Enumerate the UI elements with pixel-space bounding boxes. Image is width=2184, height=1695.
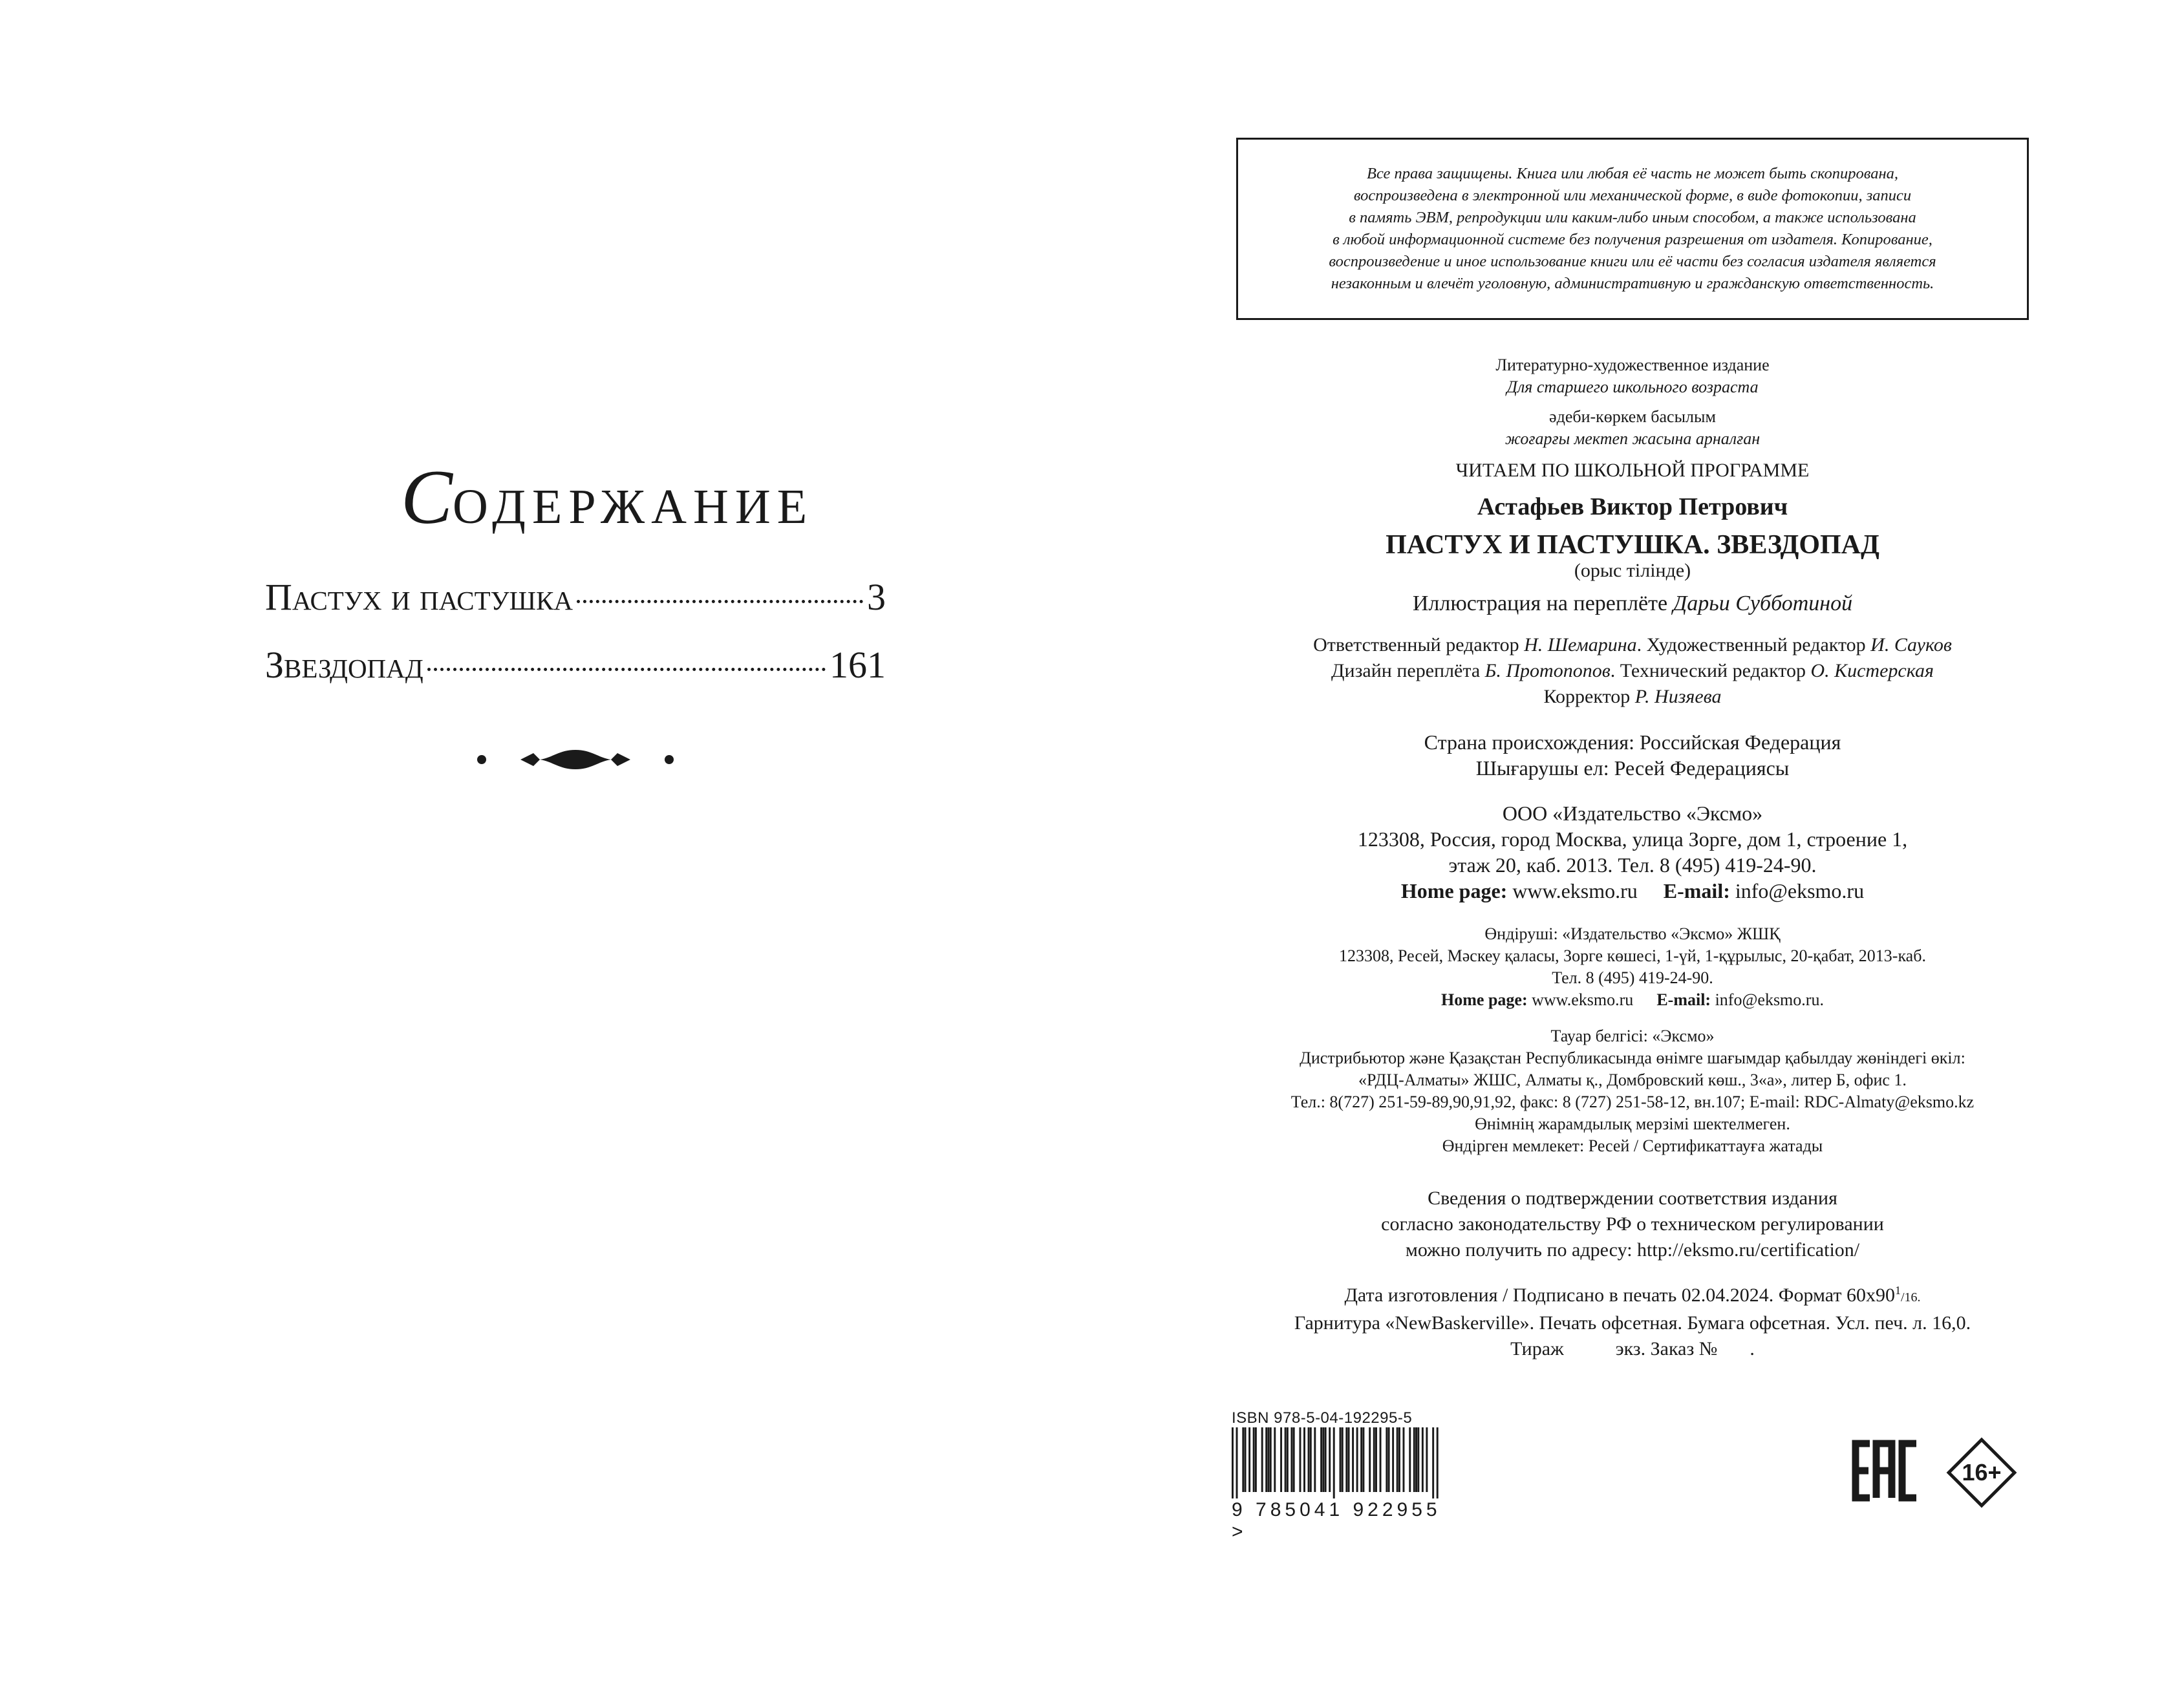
- trademark: Тауар белгісі: «Эксмо»: [1550, 1027, 1715, 1045]
- audience: Для старшего школьного возраста: [1506, 378, 1759, 396]
- distributor-line-5: Өндірген мемлекет: Ресей / Сертификаттауға жатады: [1442, 1136, 1823, 1155]
- rights-notice-text: Все права защищены. Книга или любая её часть не может быть скопирована, воспроизведена в электронной или механической форме, в виде фотокопии, записи в память ЭВМ, репродукции или каким-либо иным способом, а также использована в любой информационной системе без получения разрешения от издателя. Копирование, воспроизведение и иное использование книги или её части без согласия издателя является незаконным и влечёт уголовную, административную и гражданскую ответственность.: [1329, 165, 1936, 292]
- edition-type-kz: әдеби-көркем басылым: [1549, 407, 1716, 426]
- age-rating-icon: [1943, 1434, 2020, 1511]
- toc-entry-title: Пастух и пастушка: [265, 576, 573, 618]
- imprint-block: [1236, 354, 2029, 1362]
- homepage-link[interactable]: www.eksmo.ru: [1507, 879, 1638, 902]
- eac-mark-icon: [1849, 1438, 1920, 1503]
- barcode-bars: [1232, 1427, 1439, 1498]
- toc-heading: [401, 453, 813, 542]
- toc-heading-rest: ОДЕРЖАНИЕ: [453, 480, 814, 534]
- kz-producer: Өндіруші: «Издательство «Эксмо» ЖШҚ: [1484, 924, 1781, 943]
- tech-editor-label: . Технический редактор: [1610, 660, 1811, 681]
- proofreader-label: Корректор: [1543, 686, 1635, 707]
- email-link[interactable]: info@eksmo.ru: [1729, 879, 1865, 902]
- toc-heading-initial: С: [401, 454, 453, 540]
- kz-contacts: [1236, 989, 2029, 1011]
- kz-address: 123308, Ресей, Мәскеу қаласы, Зорге көшесі, 1-үй, 1-құрылыс, 20-қабат, 2013-каб.: [1339, 946, 1926, 965]
- language-note: (орыс тілінде): [1574, 560, 1691, 581]
- barcode-digits: 9 785041 922955 >: [1232, 1499, 1441, 1542]
- kz-email-label: E-mail:: [1656, 990, 1711, 1009]
- toc-dot-leader: [577, 600, 863, 603]
- editors-line-2: [1236, 658, 2029, 684]
- illustration-credit: [1236, 590, 2029, 618]
- cert-line-2: согласно законодательству РФ о техническом регулировании: [1381, 1213, 1884, 1235]
- country-origin-kz: Шығарушы ел: Ресей Федерациясы: [1475, 756, 1790, 780]
- country-origin: Страна происхождения: Российская Федерация: [1424, 730, 1841, 754]
- book-title: ПАСТУХ И ПАСТУШКА. ЗВЕЗДОПАД: [1386, 530, 1879, 560]
- order-number-label: экз. Заказ №: [1615, 1338, 1718, 1359]
- print-line-1: [1236, 1277, 2029, 1310]
- isbn-number: ISBN 978-5-04-192295-5: [1232, 1409, 1413, 1427]
- distributor-line-3: Тел.: 8(727) 251-59-89,90,91,92, факс: 8 (727) 251-58-12, вн.107; E-mail: RDC-Almaty@eksmo.kz: [1290, 1093, 1975, 1111]
- print-run-label: Тираж: [1510, 1338, 1564, 1359]
- ornament-divider: [475, 743, 676, 776]
- editors-line-3: [1236, 684, 2029, 710]
- resp-editor-name: Н. Шемарина: [1524, 634, 1637, 656]
- publisher-address-1: 123308, Россия, город Москва, улица Зорге, дом 1, строение 1,: [1357, 827, 1908, 851]
- print-line-3: [1236, 1336, 2029, 1362]
- distributor-line-4: Өнімнің жарамдылық мерзімі шектелмеген.: [1475, 1114, 1790, 1133]
- toc-entry-page: 3: [867, 576, 886, 618]
- publisher-name: ООО «Издательство «Эксмо»: [1502, 802, 1763, 825]
- illustrator-name: Дарьи Субботиной: [1673, 592, 1853, 615]
- author-name: Астафьев Виктор Петрович: [1477, 493, 1788, 520]
- proofreader-name: Р. Низяева: [1634, 686, 1722, 707]
- toc-dot-leader: [427, 668, 826, 671]
- distributor-line-2: «РДЦ-Алматы» ЖШС, Алматы қ., Домбровский көш., 3«а», литер Б, офис 1.: [1358, 1071, 1907, 1089]
- toc-entry[interactable]: [265, 643, 886, 687]
- publisher-address-2: этаж 20, каб. 2013. Тел. 8 (495) 419-24-90.: [1448, 853, 1817, 877]
- format-denominator: /16.: [1900, 1290, 1921, 1305]
- cover-design-label: Дизайн переплёта: [1331, 660, 1485, 681]
- toc-entry-page: 161: [830, 644, 886, 686]
- kz-homepage-label: Home page:: [1441, 990, 1528, 1009]
- toc-entry-title: Звездопад: [265, 644, 423, 686]
- edition-type: Литературно-художественное издание: [1495, 356, 1770, 374]
- art-editor-label: . Художественный редактор: [1636, 634, 1871, 656]
- cover-design-name: Б. Протопопов: [1484, 660, 1611, 681]
- resp-editor-label: Ответственный редактор: [1313, 634, 1525, 656]
- age-rating-label: 16+: [1962, 1459, 2002, 1486]
- kz-phone: Тел. 8 (495) 419-24-90.: [1552, 968, 1713, 987]
- email-label: E-mail:: [1663, 879, 1730, 902]
- kz-email-link[interactable]: info@eksmo.ru.: [1711, 990, 1824, 1009]
- print-line-end: .: [1750, 1338, 1755, 1359]
- rights-notice-box: [1236, 138, 2029, 320]
- tech-editor-name: О. Кистерская: [1810, 660, 1934, 681]
- audience-kz: жоғарғы мектеп жасына арналған: [1504, 429, 1761, 448]
- print-date-format: Дата изготовления / Подписано в печать 02.04.2024. Формат 60x90: [1344, 1285, 1895, 1306]
- editors-line-1: [1236, 632, 2029, 658]
- isbn-barcode: [1232, 1409, 1445, 1543]
- kz-homepage-link[interactable]: www.eksmo.ru: [1527, 990, 1634, 1009]
- homepage-label: Home page:: [1400, 879, 1508, 902]
- cert-line-1: Сведения о подтверждении соответствия издания: [1428, 1188, 1837, 1209]
- art-editor-name: И. Сауков: [1870, 634, 1952, 656]
- cert-line-3: можно получить по адресу: http://eksmo.ru/certification/: [1405, 1239, 1860, 1261]
- toc-entry[interactable]: [265, 575, 886, 619]
- print-line-2: Гарнитура «NewBaskerville». Печать офсетная. Бумага офсетная. Усл. печ. л. 16,0.: [1294, 1312, 1971, 1334]
- publisher-contacts: [1236, 878, 2029, 904]
- distributor-line-1: Дистрибьютор және Қазақстан Республикасында өнімге шағымдар қабылдау жөніндегі өкіл:: [1300, 1049, 1965, 1067]
- format-numerator: 1: [1894, 1284, 1901, 1297]
- illustration-label: Иллюстрация на переплёте: [1412, 592, 1673, 615]
- series-name: ЧИТАЕМ ПО ШКОЛЬНОЙ ПРОГРАММЕ: [1455, 460, 1810, 481]
